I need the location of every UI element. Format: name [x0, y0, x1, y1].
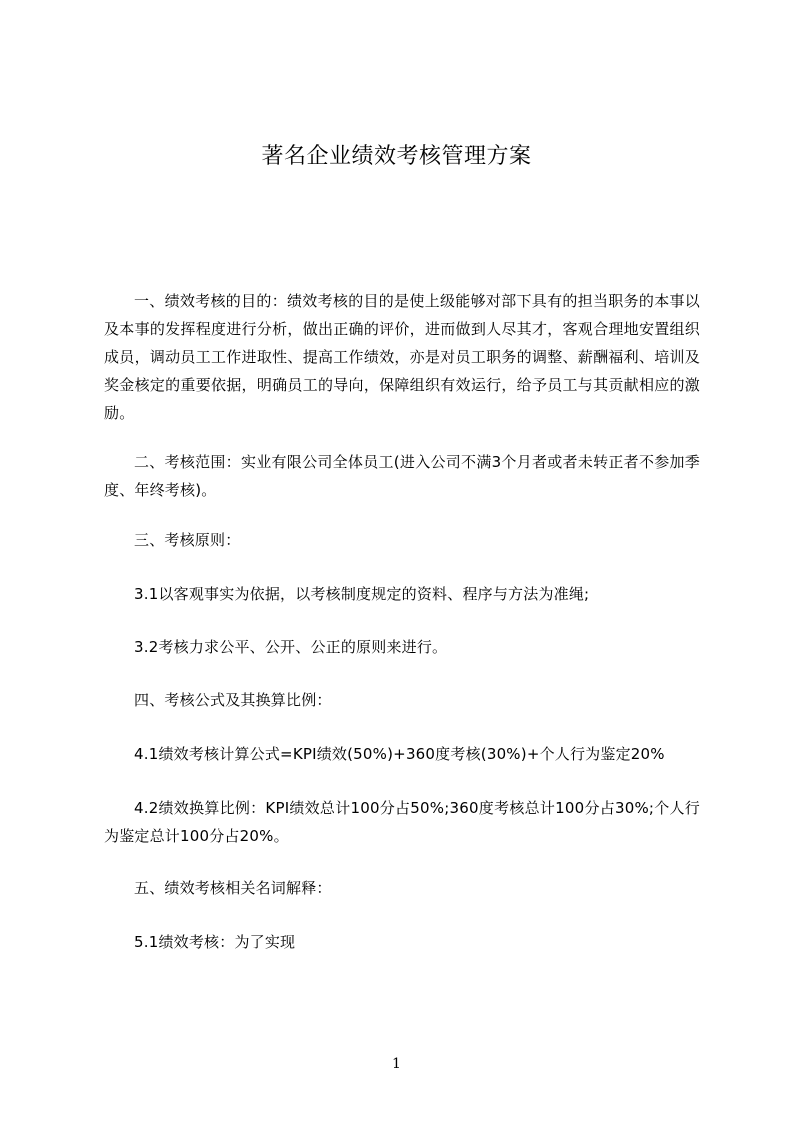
paragraph-purpose: 一、绩效考核的目的：绩效考核的目的是使上级能够对部下具有的担当职务的本事以及本事的发挥程度进行分析，做出正确的评价，进而做到人尽其才，客观合理地安置组织成员，调动员工工作进取性、提高工作绩效，亦是对员工职务的调整、薪酬福利、培训及奖金核定的重要依据，明确员工的导向，保障组织有效运行，给予员工与其贡献相应的激励。: [104, 292, 700, 422]
paragraph-scope: 二、考核范围：实业有限公司全体员工(进入公司不满3个月者或者未转正者不参加季度、年终考核)。: [104, 453, 700, 499]
paragraph-principle-3-1: 3.1以客观事实为依据，以考核制度规定的资料、程序与方法为准绳;: [134, 585, 590, 603]
paragraph-terms-heading: 五、绩效考核相关名词解释：: [134, 879, 332, 897]
paragraph-term-5-1: 5.1绩效考核：为了实现: [134, 933, 296, 951]
paragraph-ratio-4-2: 4.2绩效换算比例：KPI绩效总计100分占50%;360度考核总计100分占30%;个人行为鉴定总计100分占20%。: [104, 799, 700, 845]
paragraph-formula-4-1: 4.1绩效考核计算公式=KPI绩效(50%)+360度考核(30%)+个人行为鉴定20%: [134, 745, 665, 763]
paragraph-principles-heading: 三、考核原则：: [134, 531, 241, 549]
paragraph-formula-heading: 四、考核公式及其换算比例：: [134, 691, 332, 709]
paragraph-principle-3-2: 3.2考核力求公平、公开、公正的原则来进行。: [134, 638, 448, 656]
page-number: 1: [392, 1056, 401, 1072]
document-title: 著名企业绩效考核管理方案: [261, 144, 532, 169]
